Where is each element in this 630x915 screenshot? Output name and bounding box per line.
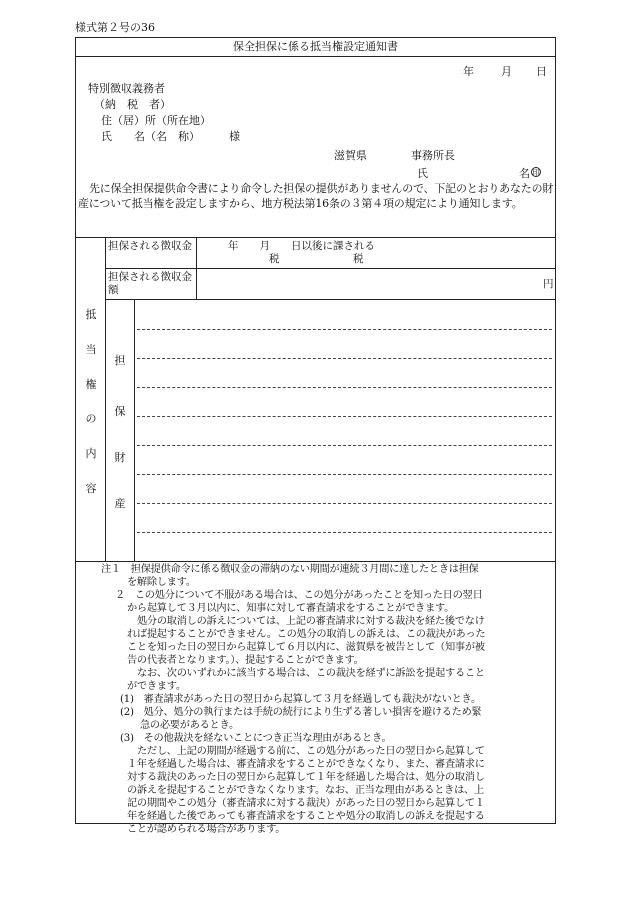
row1-label: 担保される徴収金	[108, 240, 192, 252]
outer-label-char: 権	[85, 378, 97, 391]
outer-label-divider	[105, 237, 106, 561]
note-line: ただし、上記の期間が経過する前に、この処分があった日の翌日から起算して	[137, 746, 485, 757]
outer-label-char: 容	[85, 482, 97, 495]
sender-office: 滋賀県 事務所長	[334, 149, 455, 162]
document-title: 保全担保に係る抵当権設定通知書	[233, 40, 398, 53]
note-line: (1) 審査請求があった日の翌日から起算して３月を経過しても裁決がないとき。	[120, 694, 481, 705]
property-entry-line	[137, 474, 552, 475]
inner-label-char: 産	[114, 497, 126, 510]
table-top-border	[76, 237, 555, 238]
addressee-address-label: 住（居）所（所在地）	[101, 114, 211, 127]
note-line: (2) 処分、処分の執行または手続の続行により生ずる著しい損害を避けるため緊	[120, 707, 482, 718]
sender-name-label: 氏	[417, 167, 428, 180]
row2-bottom-border	[105, 299, 555, 300]
note-line: なお、次のいずれかに該当する場合は、この裁決を経ずに訴訟を提起すること	[137, 668, 485, 679]
title-divider	[76, 56, 555, 57]
note-line: の訴えを提起することができなくなります。なお、正当な理由があるときは、上	[127, 785, 484, 796]
date-year-label: 年	[463, 65, 474, 78]
note-line: 急の必要があるとき。	[140, 720, 239, 731]
row1-bottom-border	[105, 268, 555, 269]
note-line: から起算して３月以内に、知事に対して審査請求をすることができます。	[127, 603, 455, 614]
label-value-divider	[196, 237, 197, 299]
property-entry-line	[137, 503, 552, 504]
table-bottom-border	[76, 561, 555, 562]
form-number: 様式第２号の36	[75, 21, 155, 34]
property-entry-line	[137, 532, 552, 533]
inner-label-char: 財	[114, 451, 126, 464]
note-line: れば提起することができません。この処分の取消しの訴えは、この裁決があった	[127, 629, 486, 640]
property-entry-line	[137, 416, 552, 417]
note-line: １年を経過した場合は、審査請求をすることができなくなり、また、審査請求に	[127, 759, 485, 770]
note-line: 告の代表者となります。）、提起することができます。	[127, 655, 364, 666]
row1-value-line2: 税 税	[269, 253, 364, 265]
row1-value-line1: 年 月 日以後に課される	[228, 240, 375, 252]
property-entry-line	[137, 358, 552, 359]
property-entry-line	[137, 387, 552, 388]
notice-form	[75, 37, 556, 835]
note-line: ができます。	[127, 681, 186, 692]
row2-unit: 円	[543, 278, 554, 290]
sender-name-end: 名	[519, 167, 530, 180]
outer-label-char: 内	[85, 447, 97, 460]
row2-label: 担保される徴収金額	[108, 271, 192, 296]
property-entry-line	[137, 445, 552, 446]
note-line: 対する裁決のあった日の翌日から起算して１年を経過した場合は、処分の取消し	[127, 772, 485, 783]
seal-mark: 印	[532, 168, 540, 177]
addressee-honorific: 様	[229, 130, 240, 143]
note-line: 注１ 担保提供命令に係る徴収金の滞納のない期間が連続３月間に達したときは担保	[101, 564, 479, 575]
note-line: ことを知った日の翌日から起算して６月以内に、滋賀県を被告として（知事が被	[127, 642, 485, 653]
addressee-title: 特別徴収義務者	[88, 82, 165, 95]
intro-paragraph: 先に保全担保提供命令書により命令した担保の提供がありませんので、下記のとおりあなたの財産について抵当権を設定しますから、地方税法第16条の３第４項の規定により通知します。	[78, 182, 554, 210]
note-line: を解除します。	[127, 577, 196, 588]
inner-label-char: 保	[114, 405, 126, 418]
note-line: ことが認められる場合があります。	[127, 824, 286, 835]
note-line: 年を経過した後であっても審査請求をすることや処分の取消しの訴えを提起する	[127, 811, 485, 822]
outer-label-char: 当	[85, 343, 97, 356]
note-line: 処分の取消しの訴えについては、上記の審査請求に対する裁決を経た後でなけ	[137, 616, 485, 627]
note-line: ２ この処分について不服がある場合は、この処分があったことを知った日の翌日	[115, 590, 483, 601]
property-entry-line	[137, 329, 552, 330]
note-line: 記の期間やこの処分（審査請求に対する裁決）があった日の翌日から起算して１	[127, 798, 485, 809]
date-day-label: 日	[536, 65, 547, 78]
date-month-label: 月	[501, 65, 512, 78]
inner-label-divider	[134, 299, 135, 561]
addressee-taxpayer: （納 税 者）	[94, 98, 171, 111]
outer-label-char: の	[85, 412, 97, 425]
addressee-name-label: 氏 名（名 称）	[101, 130, 200, 143]
outer-label-char: 抵	[85, 308, 97, 321]
note-line: (3) その他裁決を経ないことにつき正当な理由があるとき。	[120, 733, 392, 744]
inner-label-char: 担	[114, 354, 126, 367]
